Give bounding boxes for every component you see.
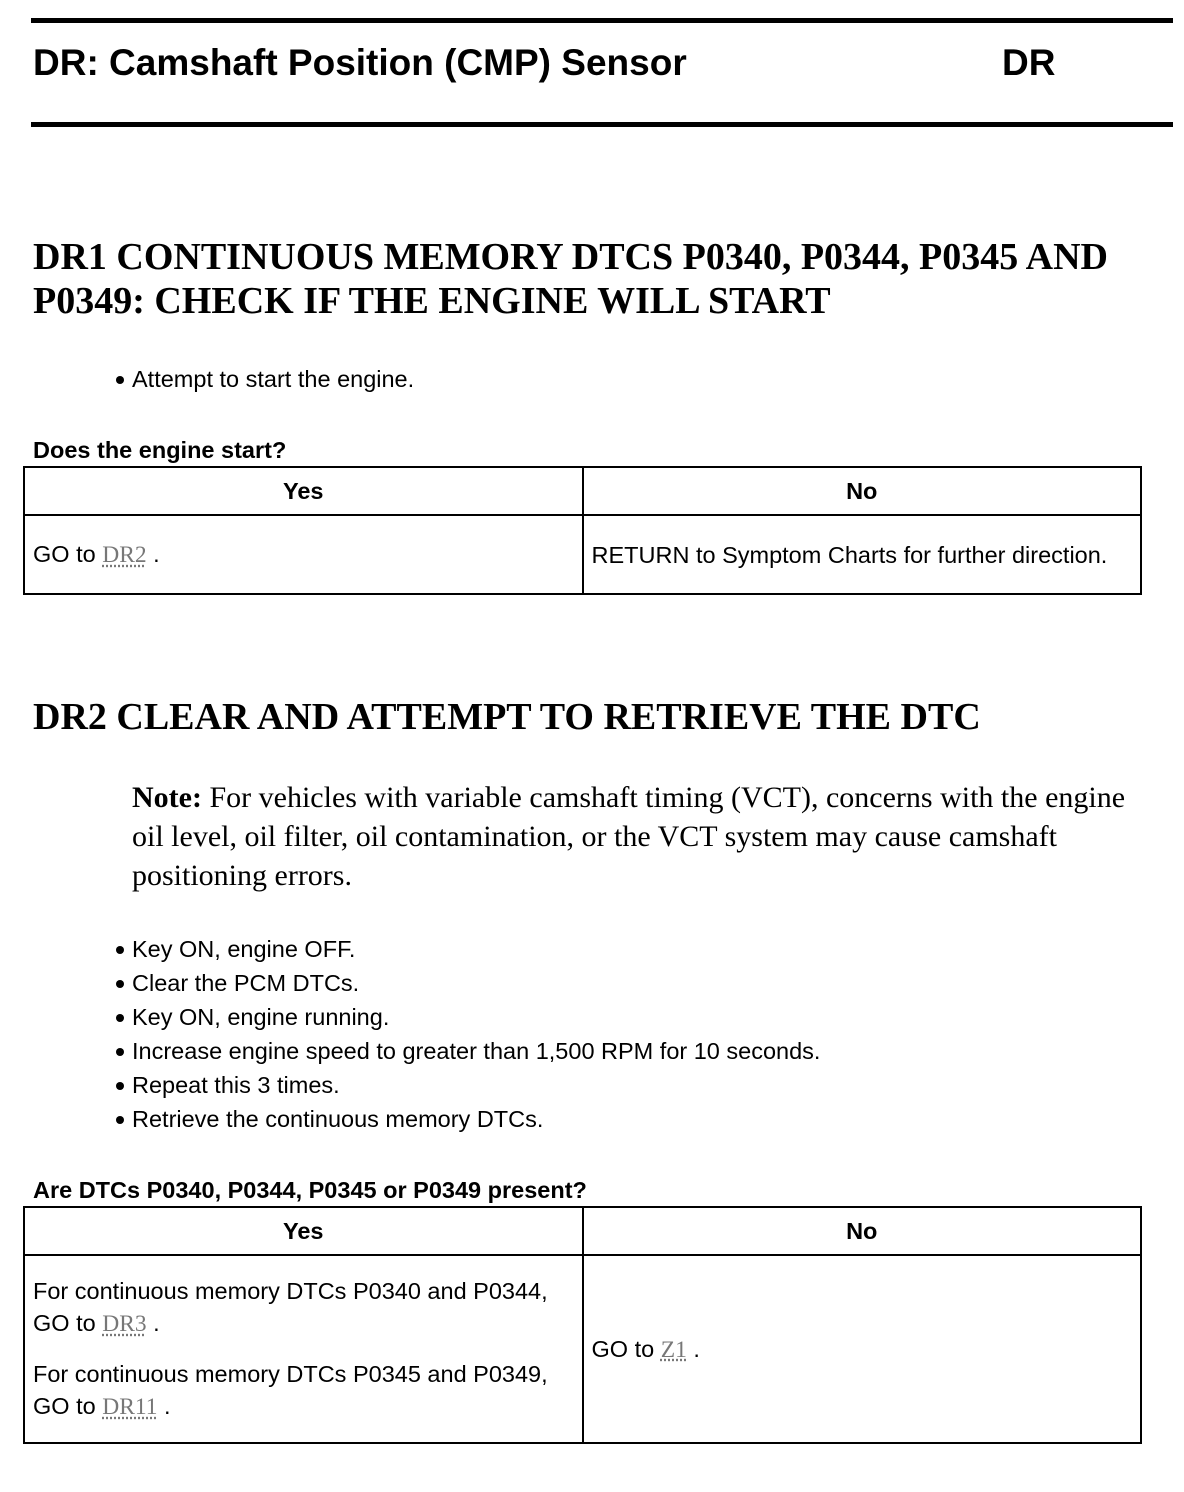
page-title: DR: Camshaft Position (CMP) Sensor [33,42,687,83]
bullet-icon [116,980,124,988]
dr1-heading-line2: P0349: CHECK IF THE ENGINE WILL START [33,280,831,322]
dr1-step-list [112,362,414,396]
bullet-icon [116,1082,124,1090]
dr11-link[interactable]: DR11 [102,1394,158,1420]
dr3-link[interactable]: DR3 [102,1311,147,1337]
dr1-heading-line1: DR1 CONTINUOUS MEMORY DTCS P0340, P0344, P0345 AND [33,236,1108,278]
note [132,778,1147,895]
note-text: For vehicles with variable camshaft timing (VCT), concerns with the engine oil level, oil filter, oil contamination, or the VCT system may cause camshaft positioning errors. [132,781,1126,892]
yes-paragraph-2: For continuous memory DTCs P0345 and P0349, GO to DR11 . [33,1361,548,1420]
yes-paragraph-1: For continuous memory DTCs P0340 and P0344, GO to DR3 . [33,1278,548,1337]
no-column-header: No [583,467,1142,515]
no-column-header: No [583,1207,1142,1255]
dr2-link[interactable]: DR2 [102,542,147,568]
note-label: Note: [132,781,202,814]
list-item: Retrieve the continuous memory DTCs. [112,1102,820,1136]
section-code: DR [1002,42,1056,83]
dr2-heading: DR2 CLEAR AND ATTEMPT TO RETRIEVE THE DTC [33,696,981,738]
no-cell: RETURN to Symptom Charts for further direction. [583,515,1142,594]
list-item: Clear the PCM DTCs. [112,966,820,1000]
list-item: Key ON, engine running. [112,1000,820,1034]
dr1-question: Does the engine start? [33,437,287,463]
dr1-decision-table [23,466,1142,595]
bullet-icon [116,1116,124,1124]
yes-column-header: Yes [24,1207,583,1255]
list-item: Attempt to start the engine. [112,362,414,396]
dr2-question: Are DTCs P0340, P0344, P0345 or P0349 present? [33,1177,587,1203]
yes-cell: GO to DR2 . [24,515,583,594]
yes-column-header: Yes [24,467,583,515]
bullet-icon [116,376,124,384]
list-item: Repeat this 3 times. [112,1068,820,1102]
z1-link[interactable]: Z1 [660,1336,687,1363]
list-item: Increase engine speed to greater than 1,500 RPM for 10 seconds. [112,1034,820,1068]
bullet-icon [116,1014,124,1022]
no-cell: GO to Z1 . [583,1255,1142,1443]
dr2-decision-table [23,1206,1142,1444]
header-bottom-rule [31,122,1173,127]
dr1-heading [33,235,1108,323]
bullet-icon [116,1048,124,1056]
dr2-step-list [112,932,820,1136]
bullet-icon [116,946,124,954]
yes-cell [24,1255,583,1443]
list-item: Key ON, engine OFF. [112,932,820,966]
header-top-rule [31,18,1173,23]
